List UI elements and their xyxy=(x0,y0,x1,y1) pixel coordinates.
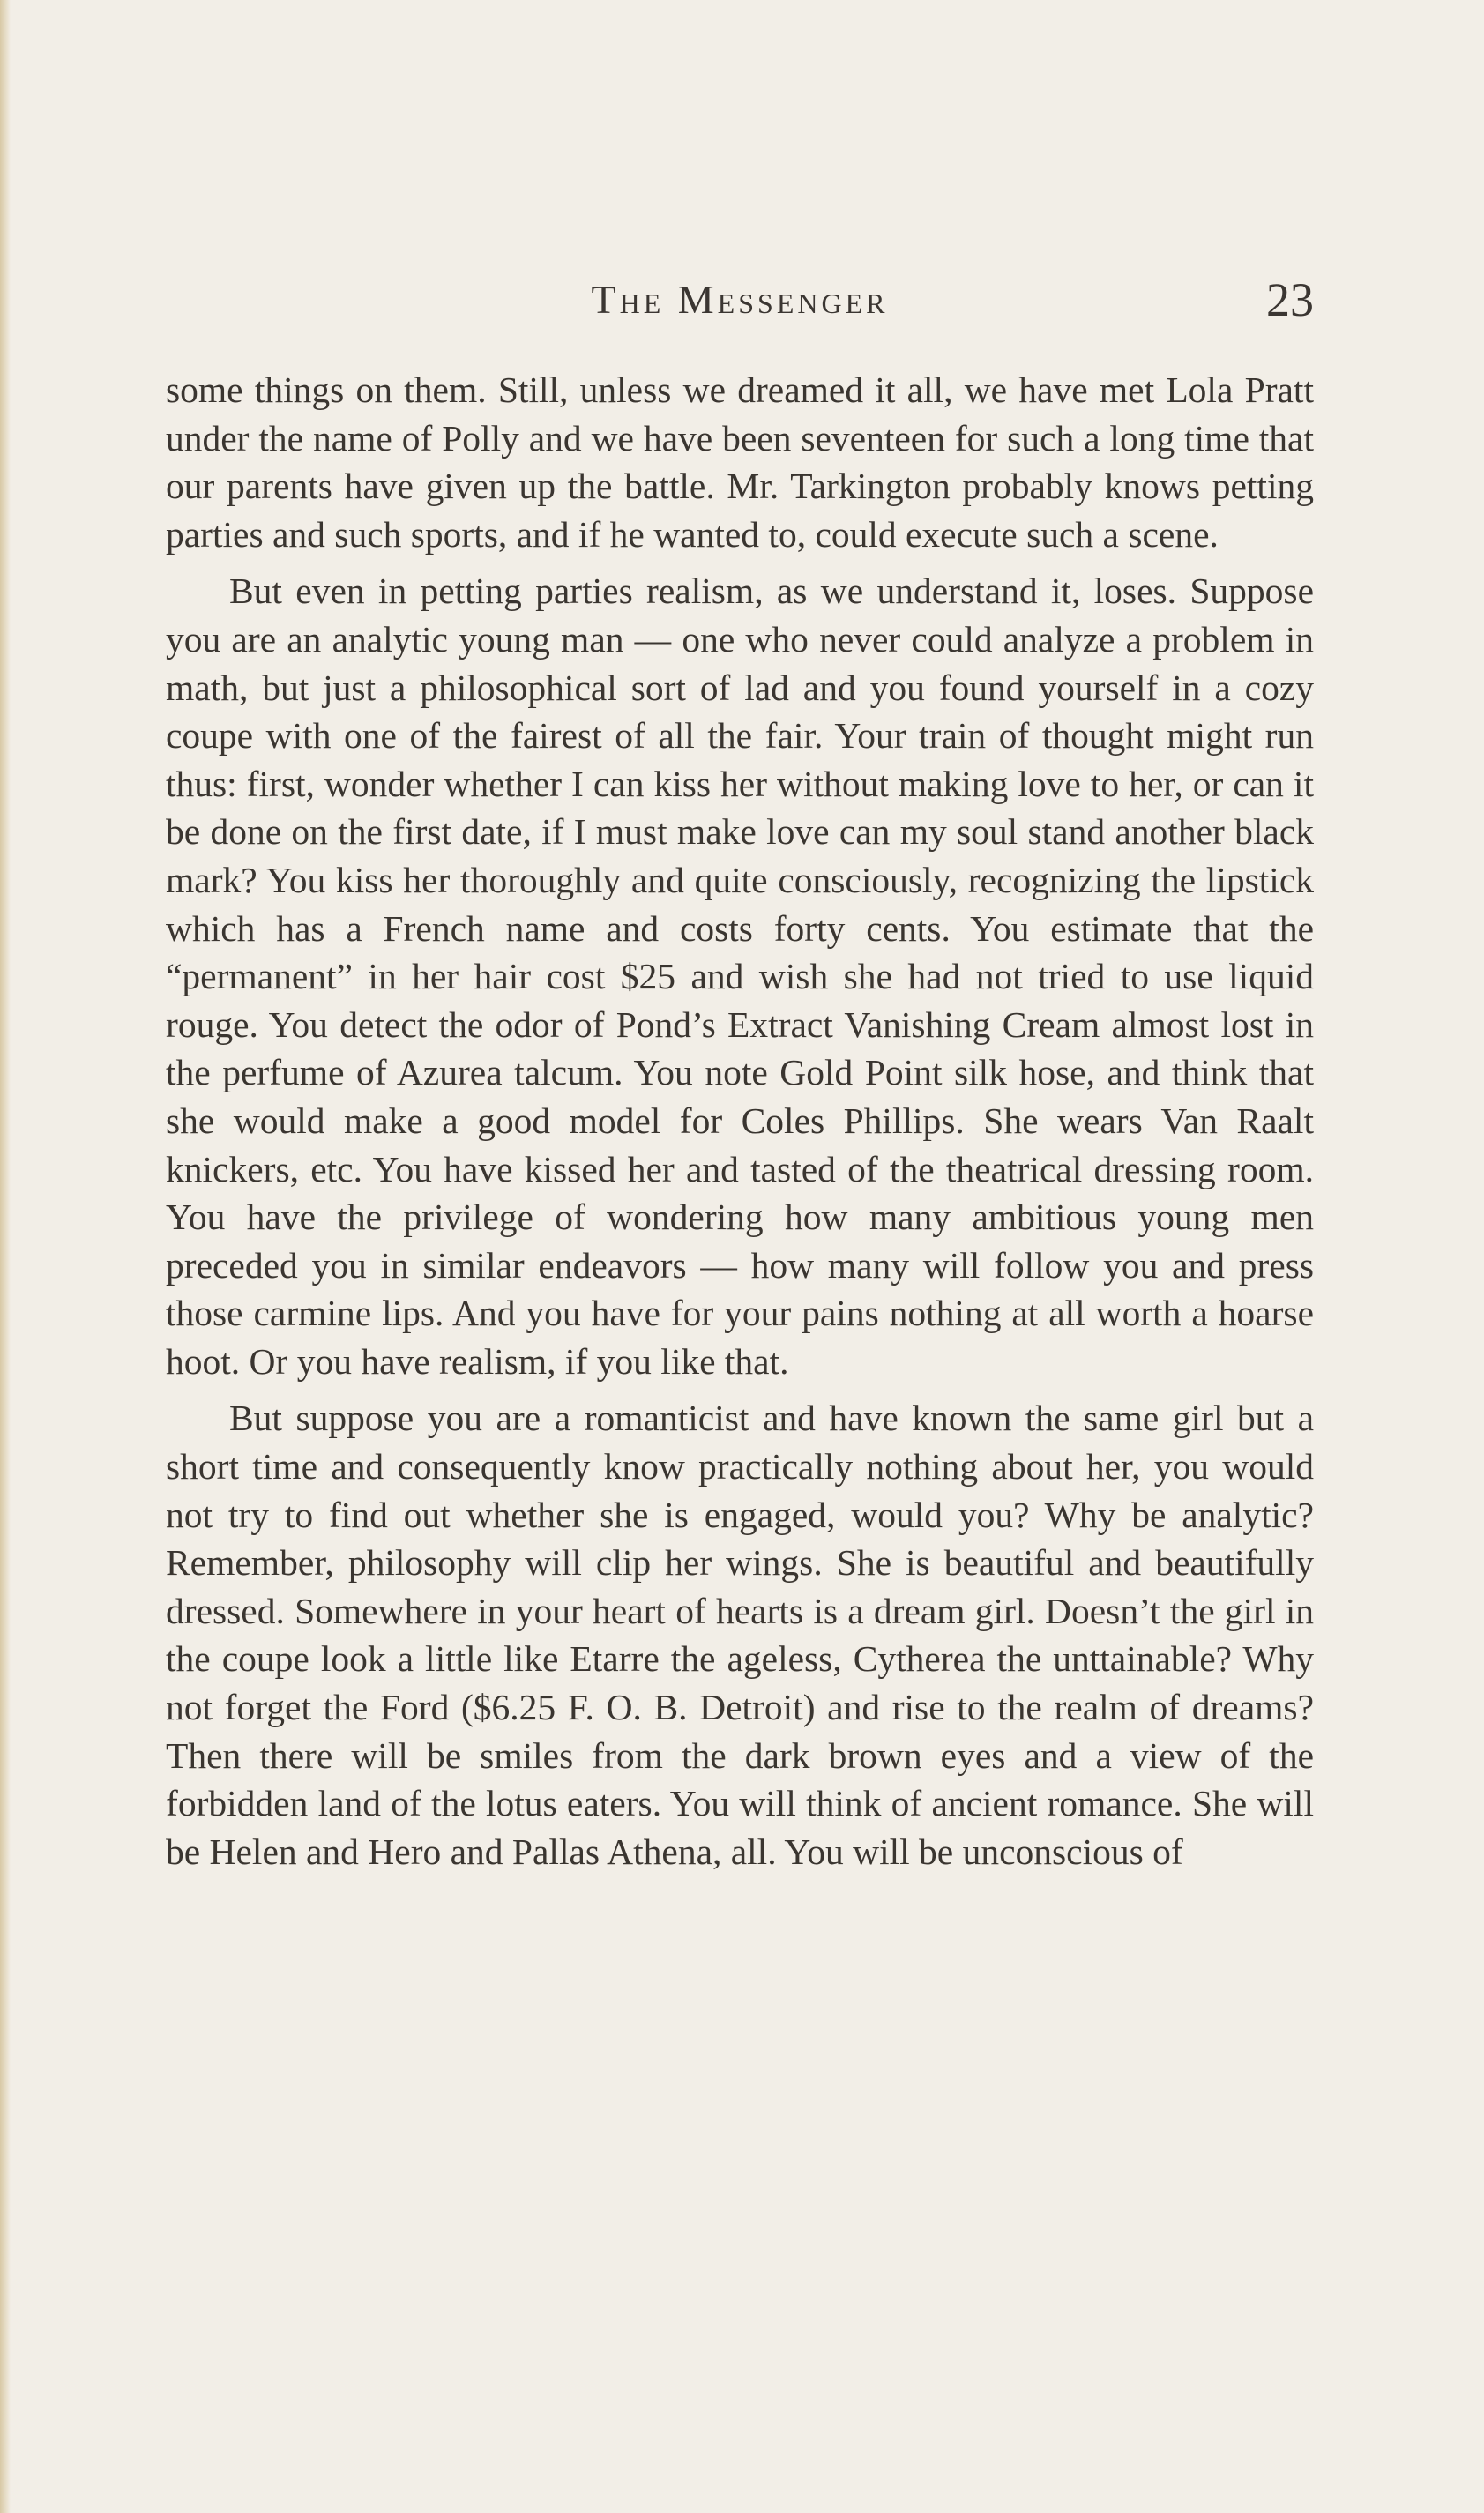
page-binding-edge xyxy=(0,0,11,2513)
running-head xyxy=(166,265,1314,335)
page-number: 23 xyxy=(1266,273,1314,326)
paragraph-realism: But even in petting parties realism, as we understand it, loses. Suppose you are an analytic young man — one who never could analyze a problem in math, but just a philosophical sort of lad and you found yourself in a cozy coupe with one of the fairest of all the fair. Your train of thought might run thus: first, wonder whether I can kiss her without making love to her, or can it be done on the first date, if I must make love can my soul stand another black mark? You kiss her thoroughly and quite consciously, recognizing the lipstick which has a French name and costs forty cents. You estimate that the “permanent” in her hair cost $25 and wish she had not tried to use liquid rouge. You detect the odor of Pond’s Extract Vanishing Cream almost lost in the perfume of Azurea talcum. You note Gold Point silk hose, and think that she would make a good model for Coles Phillips. She wears Van Raalt knickers, etc. You have kissed her and tasted of the theatrical dressing room. You have the privilege of wondering how many ambitious young men preceded you in similar endeavors — how many will follow you and press those carmine lips. And you have for your pains nothing at all worth a hoarse hoot. Or you have realism, if you like that. xyxy=(166,570,1314,1382)
running-title: The Messenger xyxy=(591,277,889,322)
body-text xyxy=(166,366,1314,1884)
paragraph-romanticist: But suppose you are a romanticist and have known the same girl but a short time and consequently know practically nothing about her, you would not try to find out whether she is engaged, would you? Why be analytic? Remember, philosophy will clip her wings. She is beautiful and beautifully dressed. Somewhere in your heart of hearts is a dream girl. Doesn’t the girl in the coupe look a little like Etarre the ageless, Cytherea the unttainable? Why not forget the Ford ($6.25 F. O. B. Detroit) and rise to the realm of dreams? Then there will be smiles from the dark brown eyes and a view of the forbidden land of the lotus eaters. You will think of ancient romance. She will be Helen and Hero and Pallas Athena, all. You will be unconscious of xyxy=(166,1398,1314,1872)
paragraph-continued: some things on them. Still, unless we dreamed it all, we have met Lola Pratt under the name of Polly and we have been seventeen for such a long time that our parents have given up the battle. Mr. Tarkington probably knows petting parties and such sports, and if he wanted to, could execute such a scene. xyxy=(166,369,1314,555)
